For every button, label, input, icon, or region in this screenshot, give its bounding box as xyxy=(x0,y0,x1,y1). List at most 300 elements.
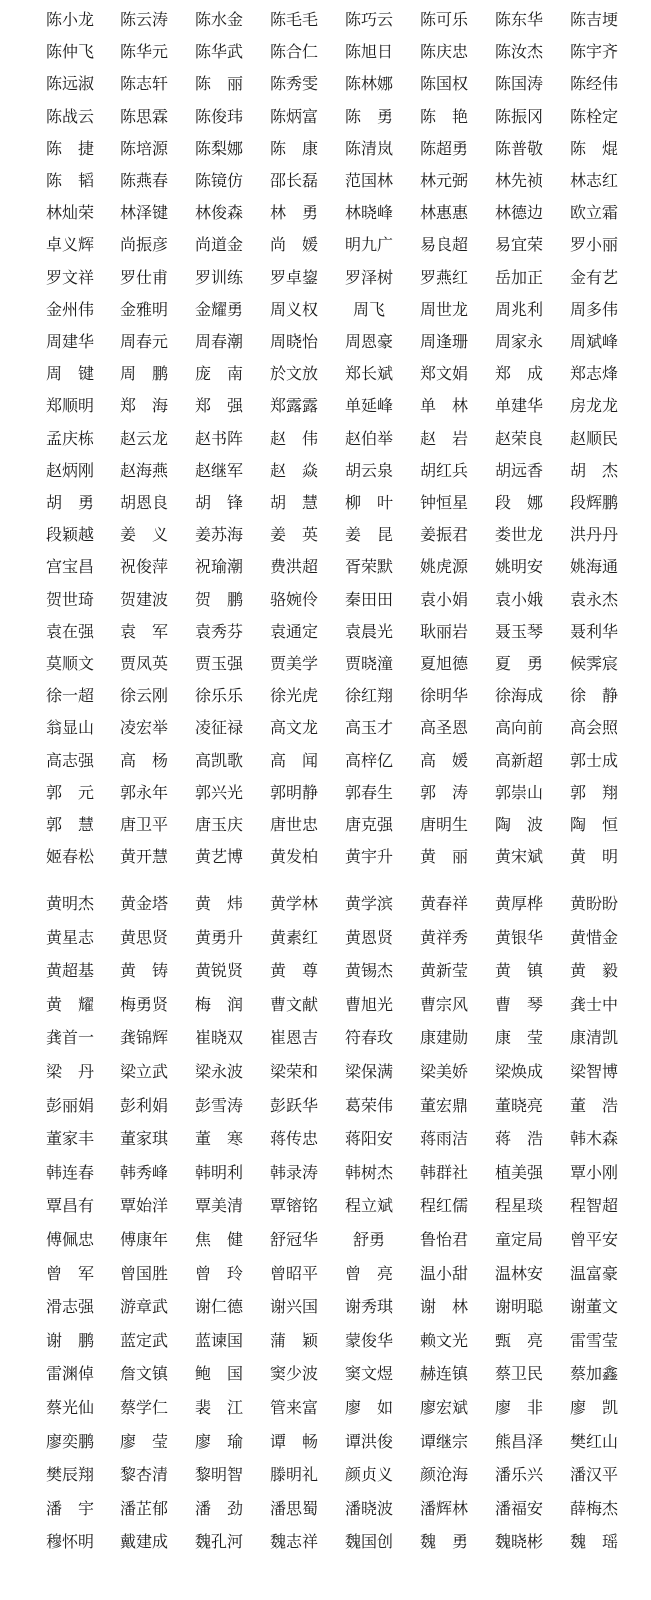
name-cell: 蒋传忠 xyxy=(269,1129,318,1149)
name-cell: 林元弼 xyxy=(419,171,468,190)
name-row xyxy=(0,712,651,744)
name-cell: 陈国涛 xyxy=(494,74,543,94)
name-cell: 黄锡杰 xyxy=(344,961,393,981)
name-cell: 黄厚桦 xyxy=(494,894,543,913)
name-cell: 黎明智 xyxy=(194,1465,243,1485)
name-cell: 黄 耀 xyxy=(45,994,94,1014)
name-cell: 宫宝昌 xyxy=(45,557,94,577)
name-cell: 魏晓彬 xyxy=(494,1532,543,1552)
name-cell: 姜 昆 xyxy=(344,525,393,545)
name-cell: 樊红山 xyxy=(569,1431,618,1451)
name-cell: 韩木森 xyxy=(569,1129,618,1149)
name-cell: 胡红兵 xyxy=(419,460,468,480)
name-cell: 姜振君 xyxy=(419,525,468,545)
name-cell: 赵海燕 xyxy=(119,460,168,480)
name-cell: 姜 英 xyxy=(269,525,318,545)
name-cell: 陈云涛 xyxy=(119,10,168,29)
name-row xyxy=(0,1157,651,1189)
name-cell: 龚首一 xyxy=(45,1028,94,1048)
name-cell: 徐光虎 xyxy=(269,686,318,706)
name-cell: 陈林娜 xyxy=(344,74,393,94)
name-cell: 陈 艳 xyxy=(419,106,468,126)
name-cell: 陈仲飞 xyxy=(45,42,94,62)
name-cell: 魏国创 xyxy=(344,1532,393,1552)
name-cell: 梁智博 xyxy=(569,1062,618,1081)
name-cell: 尚 媛 xyxy=(269,235,318,255)
name-cell: 周家永 xyxy=(494,332,543,351)
name-cell: 姚明安 xyxy=(494,557,543,577)
name-cell: 金雅明 xyxy=(119,299,168,319)
name-cell: 程红儒 xyxy=(419,1196,468,1216)
name-cell: 袁 军 xyxy=(119,621,168,641)
name-row xyxy=(0,1123,651,1155)
name-cell: 温富豪 xyxy=(569,1263,618,1283)
name-cell: 曹 琴 xyxy=(494,994,543,1014)
name-cell: 潘 宇 xyxy=(45,1498,94,1518)
name-cell: 罗泽树 xyxy=(344,267,393,287)
name-row xyxy=(0,1291,651,1323)
name-cell: 谢兴国 xyxy=(269,1297,318,1317)
name-cell: 周斌峰 xyxy=(569,332,618,351)
name-row xyxy=(0,1426,651,1458)
name-cell: 陈战云 xyxy=(45,106,94,126)
name-cell: 赵 岩 xyxy=(419,428,468,448)
name-cell: 赵伯举 xyxy=(344,428,393,448)
name-row xyxy=(0,101,651,133)
name-cell: 黄金塔 xyxy=(119,894,168,913)
name-cell: 甄 亮 xyxy=(494,1330,543,1350)
name-cell: 洪丹丹 xyxy=(569,525,618,545)
name-cell: 赵顺民 xyxy=(569,428,618,448)
name-cell: 胡云泉 xyxy=(344,460,393,480)
name-cell: 郭崇山 xyxy=(494,782,543,802)
name-cell: 唐克强 xyxy=(344,815,393,834)
name-row xyxy=(0,1224,651,1256)
name-cell: 赵炳刚 xyxy=(45,460,94,480)
name-cell: 夏 勇 xyxy=(494,654,543,673)
name-cell: 陈旭日 xyxy=(344,42,393,62)
name-cell: 胥荣默 xyxy=(344,557,393,577)
name-cell: 陶 波 xyxy=(494,815,543,834)
name-cell: 彭雪涛 xyxy=(194,1095,243,1115)
name-cell: 胡远香 xyxy=(494,460,543,480)
name-cell: 韩录涛 xyxy=(269,1162,318,1182)
name-cell: 黄 炜 xyxy=(194,894,243,913)
name-cell: 罗燕红 xyxy=(419,267,468,287)
name-row xyxy=(0,1022,651,1054)
name-cell: 高志强 xyxy=(45,750,94,770)
name-cell: 范国林 xyxy=(344,171,393,190)
name-cell: 陈东华 xyxy=(494,10,543,29)
name-cell: 康清凯 xyxy=(569,1028,618,1048)
name-cell: 黄发柏 xyxy=(269,847,318,867)
name-cell: 林德边 xyxy=(494,203,543,223)
name-row xyxy=(0,1190,651,1222)
name-cell: 罗训练 xyxy=(194,267,243,287)
name-cell: 颜贞义 xyxy=(344,1465,393,1485)
name-cell: 尚振彦 xyxy=(119,235,168,255)
name-cell: 周建华 xyxy=(45,332,94,351)
name-row xyxy=(0,841,651,873)
name-cell: 陈梨娜 xyxy=(194,138,243,158)
name-cell: 周春元 xyxy=(119,332,168,351)
name-cell: 陈秀雯 xyxy=(269,74,318,94)
name-cell: 曹文献 xyxy=(269,994,318,1014)
name-cell: 袁小娥 xyxy=(494,589,543,609)
name-row xyxy=(0,455,651,487)
name-row xyxy=(0,1358,651,1390)
name-cell: 谭继宗 xyxy=(419,1431,468,1451)
name-cell: 陶 恒 xyxy=(569,815,618,834)
name-cell: 陈 捷 xyxy=(45,138,94,158)
name-cell: 黄盼盼 xyxy=(569,894,618,913)
name-cell: 穆怀明 xyxy=(45,1532,94,1552)
name-cell: 陈合仁 xyxy=(269,42,318,62)
name-cell: 柳 叶 xyxy=(344,493,393,512)
name-cell: 滕明礼 xyxy=(269,1465,318,1485)
name-row xyxy=(0,4,651,36)
name-cell: 梅 润 xyxy=(194,994,243,1014)
name-cell: 易宜荣 xyxy=(494,235,543,255)
name-cell: 戴建成 xyxy=(119,1532,168,1552)
name-cell: 郑露露 xyxy=(269,396,318,416)
name-cell: 赵荣良 xyxy=(494,428,543,448)
name-cell: 潘辉林 xyxy=(419,1498,468,1518)
name-cell: 潘汉平 xyxy=(569,1465,618,1485)
name-cell: 陈 丽 xyxy=(194,74,243,94)
name-cell: 段颖越 xyxy=(45,525,94,545)
name-cell: 袁秀芬 xyxy=(194,621,243,641)
name-cell: 明九广 xyxy=(344,235,393,255)
name-cell: 陈小龙 xyxy=(45,10,94,29)
name-row xyxy=(0,809,651,841)
name-cell: 高文龙 xyxy=(269,718,318,738)
name-cell: 陈华武 xyxy=(194,42,243,62)
name-cell: 林惠惠 xyxy=(419,203,468,223)
name-cell: 崔晓双 xyxy=(194,1028,243,1048)
name-cell: 林晓峰 xyxy=(344,203,393,223)
name-cell: 高向前 xyxy=(494,718,543,738)
name-cell: 廖 如 xyxy=(344,1398,393,1417)
name-cell: 傅康年 xyxy=(119,1230,168,1249)
name-cell: 郭 元 xyxy=(45,782,94,802)
name-cell: 林俊森 xyxy=(194,203,243,223)
name-cell: 梁荣和 xyxy=(269,1062,318,1081)
name-row xyxy=(0,133,651,165)
name-cell: 陈镜仿 xyxy=(194,171,243,190)
name-cell: 唐明生 xyxy=(419,815,468,834)
name-cell: 龚士中 xyxy=(569,994,618,1014)
name-cell: 蓝定武 xyxy=(119,1330,168,1350)
name-cell: 夏旭德 xyxy=(419,654,468,673)
name-cell: 袁通定 xyxy=(269,621,318,641)
name-cell: 唐世忠 xyxy=(269,815,318,834)
name-cell: 蔡光仙 xyxy=(45,1398,94,1417)
name-cell: 植美强 xyxy=(494,1162,543,1182)
name-cell: 姚虎源 xyxy=(419,557,468,577)
name-cell: 蒋 浩 xyxy=(494,1129,543,1149)
name-cell: 黄银华 xyxy=(494,927,543,947)
name-cell: 魏孔河 xyxy=(194,1532,243,1552)
name-cell: 鲍 国 xyxy=(194,1364,243,1384)
name-cell: 彭利娟 xyxy=(119,1095,168,1115)
name-cell: 董家琪 xyxy=(119,1129,168,1149)
name-cell: 赵 伟 xyxy=(269,428,318,448)
name-cell: 彭跃华 xyxy=(269,1095,318,1115)
name-row xyxy=(0,680,651,712)
name-cell: 姚海通 xyxy=(569,557,618,577)
name-cell: 黄惜金 xyxy=(569,927,618,947)
name-cell: 莫顺文 xyxy=(45,654,94,673)
name-cell: 陈可乐 xyxy=(419,10,468,29)
name-row xyxy=(0,551,651,583)
name-cell: 黄 镇 xyxy=(494,961,543,981)
name-cell: 徐红翔 xyxy=(344,686,393,706)
name-cell: 窦文煜 xyxy=(344,1364,393,1384)
name-cell: 金州伟 xyxy=(45,299,94,319)
name-cell: 易良超 xyxy=(419,235,468,255)
name-row xyxy=(0,68,651,100)
name-cell: 陈水金 xyxy=(194,10,243,29)
name-cell: 黄宋斌 xyxy=(494,847,543,867)
name-cell: 郑文娟 xyxy=(419,364,468,384)
name-cell: 赵 焱 xyxy=(269,460,318,480)
name-cell: 谢 鹏 xyxy=(45,1330,94,1350)
name-cell: 秦田田 xyxy=(344,589,393,609)
name-row xyxy=(0,390,651,422)
name-cell: 唐卫平 xyxy=(119,815,168,834)
name-cell: 徐一超 xyxy=(45,686,94,706)
name-cell: 魏志祥 xyxy=(269,1532,318,1552)
name-cell: 潘 劲 xyxy=(194,1498,243,1518)
name-cell: 蒲 颖 xyxy=(269,1330,318,1350)
name-row xyxy=(0,358,651,390)
name-cell: 周飞 xyxy=(352,299,385,319)
name-cell: 高玉才 xyxy=(344,718,393,738)
name-cell: 胡恩良 xyxy=(119,493,168,512)
name-cell: 梁保满 xyxy=(344,1062,393,1081)
name-cell: 程立斌 xyxy=(344,1196,393,1216)
name-cell: 周 鹏 xyxy=(119,364,168,384)
name-cell: 郭永年 xyxy=(119,782,168,802)
name-cell: 董宏鼎 xyxy=(419,1095,468,1115)
name-cell: 袁永杰 xyxy=(569,589,618,609)
name-cell: 欧立霜 xyxy=(569,203,618,223)
name-cell: 林灿荣 xyxy=(45,203,94,223)
name-cell: 贺 鹏 xyxy=(194,589,243,609)
name-cell: 管来富 xyxy=(269,1398,318,1417)
name-cell: 黄学滨 xyxy=(344,894,393,913)
name-row xyxy=(0,1392,651,1424)
name-cell: 裴 江 xyxy=(194,1398,243,1417)
name-row xyxy=(0,888,651,920)
name-cell: 黄超基 xyxy=(45,961,94,981)
name-cell: 陈志轩 xyxy=(119,74,168,94)
name-cell: 陈培源 xyxy=(119,138,168,158)
name-cell: 曾平安 xyxy=(569,1230,618,1249)
name-row xyxy=(0,1459,651,1491)
name-cell: 谭洪俊 xyxy=(344,1431,393,1451)
name-cell: 樊辰翔 xyxy=(45,1465,94,1485)
name-cell: 徐明华 xyxy=(419,686,468,706)
name-cell: 房龙龙 xyxy=(569,396,618,416)
name-cell: 曹宗风 xyxy=(419,994,468,1014)
name-row xyxy=(0,777,651,809)
name-cell: 陈国权 xyxy=(419,74,468,94)
name-row xyxy=(0,648,651,680)
name-cell: 林志红 xyxy=(569,171,618,190)
name-cell: 罗卓鋆 xyxy=(269,267,318,287)
name-cell: 林先祯 xyxy=(494,171,543,190)
name-cell: 韩群社 xyxy=(419,1162,468,1182)
name-cell: 舒冠华 xyxy=(269,1230,318,1249)
name-cell: 谢明聪 xyxy=(494,1297,543,1317)
name-cell: 蔡加鑫 xyxy=(569,1364,618,1384)
name-cell: 蒋雨洁 xyxy=(419,1129,468,1149)
name-cell: 胡 锋 xyxy=(194,493,243,512)
name-cell: 高凯歌 xyxy=(194,750,243,770)
name-cell: 董 浩 xyxy=(569,1095,618,1115)
name-cell: 周多伟 xyxy=(569,299,618,319)
name-cell: 高 闻 xyxy=(269,750,318,770)
name-cell: 谢 林 xyxy=(419,1297,468,1317)
name-cell: 覃始洋 xyxy=(119,1196,168,1216)
name-cell: 陈普敬 xyxy=(494,138,543,158)
name-cell: 周世龙 xyxy=(419,299,468,319)
name-row xyxy=(0,1325,651,1357)
name-cell: 周义权 xyxy=(269,299,318,319)
name-cell: 曾国胜 xyxy=(119,1263,168,1283)
name-cell: 覃美清 xyxy=(194,1196,243,1216)
name-cell: 魏 勇 xyxy=(419,1532,468,1552)
name-cell: 葛荣伟 xyxy=(344,1095,393,1115)
name-cell: 康建勋 xyxy=(419,1028,468,1048)
name-cell: 龚锦辉 xyxy=(119,1028,168,1048)
name-cell: 薛梅杰 xyxy=(569,1498,618,1518)
name-cell: 赫连镇 xyxy=(419,1364,468,1384)
name-cell: 董家丰 xyxy=(45,1129,94,1149)
name-cell: 陈清岚 xyxy=(344,138,393,158)
name-cell: 罗仕甫 xyxy=(119,267,168,287)
name-cell: 郭兴光 xyxy=(194,782,243,802)
name-row xyxy=(0,519,651,551)
name-cell: 韩连春 xyxy=(45,1162,94,1182)
name-row xyxy=(0,1090,651,1122)
name-cell: 聂玉琴 xyxy=(494,621,543,641)
name-cell: 程智超 xyxy=(569,1196,618,1216)
name-cell: 韩树杰 xyxy=(344,1162,393,1182)
name-cell: 曾昭平 xyxy=(269,1263,318,1283)
name-cell: 徐云刚 xyxy=(119,686,168,706)
name-cell: 陈巧云 xyxy=(344,10,393,29)
name-cell: 徐海成 xyxy=(494,686,543,706)
name-cell: 金有艺 xyxy=(569,267,618,287)
name-cell: 徐乐乐 xyxy=(194,686,243,706)
name-cell: 郭明静 xyxy=(269,782,318,802)
name-cell: 陈栓定 xyxy=(569,106,618,126)
name-cell: 谢仁德 xyxy=(194,1297,243,1317)
name-cell: 廖奕鹏 xyxy=(45,1431,94,1451)
name-cell: 陈 勇 xyxy=(344,106,393,126)
name-cell: 翁显山 xyxy=(45,718,94,738)
name-cell: 高新超 xyxy=(494,750,543,770)
name-cell: 罗小丽 xyxy=(569,235,618,255)
name-cell: 单 林 xyxy=(419,396,468,416)
name-cell: 韩明利 xyxy=(194,1162,243,1182)
name-cell: 廖宏斌 xyxy=(419,1398,468,1417)
name-cell: 邵长磊 xyxy=(269,171,318,190)
name-cell: 贺建波 xyxy=(119,589,168,609)
name-cell: 梅勇贤 xyxy=(119,994,168,1014)
name-cell: 郭春生 xyxy=(344,782,393,802)
name-cell: 彭丽娟 xyxy=(45,1095,94,1115)
name-cell: 黄艺博 xyxy=(194,847,243,867)
name-cell: 黄 丽 xyxy=(419,847,468,867)
name-cell: 孟庆栋 xyxy=(45,428,94,448)
name-cell: 於文放 xyxy=(269,364,318,384)
name-cell: 高会照 xyxy=(569,718,618,738)
name-cell: 覃昌有 xyxy=(45,1196,94,1216)
name-cell: 童定局 xyxy=(494,1230,543,1249)
name-cell: 廖 非 xyxy=(494,1398,543,1417)
name-cell: 郑顺明 xyxy=(45,396,94,416)
name-cell: 梁永波 xyxy=(194,1062,243,1081)
name-cell: 陈经伟 xyxy=(569,74,618,94)
name-cell: 林泽键 xyxy=(119,203,168,223)
name-row xyxy=(0,955,651,987)
name-cell: 周恩豪 xyxy=(344,332,393,351)
name-cell: 赵书阵 xyxy=(194,428,243,448)
name-cell: 赵继军 xyxy=(194,460,243,480)
name-cell: 骆婉伶 xyxy=(269,589,318,609)
name-cell: 贾美学 xyxy=(269,654,318,673)
name-cell: 段辉鹏 xyxy=(569,493,618,512)
name-cell: 娄世龙 xyxy=(494,525,543,545)
name-cell: 黄锐贤 xyxy=(194,961,243,981)
name-cell: 祝俊萍 xyxy=(119,557,168,577)
name-cell: 黄新莹 xyxy=(419,961,468,981)
name-cell: 陈 焜 xyxy=(569,138,618,158)
name-cell: 滑志强 xyxy=(45,1297,94,1317)
name-cell: 陈 韬 xyxy=(45,171,94,190)
name-cell: 罗文祥 xyxy=(45,267,94,287)
name-cell: 贾玉强 xyxy=(194,654,243,673)
name-cell: 蒋阳安 xyxy=(344,1129,393,1149)
name-cell: 陈炳富 xyxy=(269,106,318,126)
name-cell: 黄勇升 xyxy=(194,927,243,947)
name-cell: 程星琰 xyxy=(494,1196,543,1216)
name-cell: 黄开慧 xyxy=(119,847,168,867)
name-cell: 高圣恩 xyxy=(419,718,468,738)
name-row xyxy=(0,326,651,358)
name-cell: 梁焕成 xyxy=(494,1062,543,1081)
name-cell: 贾凤英 xyxy=(119,654,168,673)
name-cell: 蒙俊华 xyxy=(344,1330,393,1350)
name-row xyxy=(0,1526,651,1558)
name-cell: 贺世琦 xyxy=(45,589,94,609)
name-cell: 陈华元 xyxy=(119,42,168,62)
name-cell: 熊昌泽 xyxy=(494,1431,543,1451)
name-cell: 聂利华 xyxy=(569,621,618,641)
name-cell: 潘乐兴 xyxy=(494,1465,543,1485)
name-cell: 陈汝杰 xyxy=(494,42,543,62)
name-cell: 雷雪莹 xyxy=(569,1330,618,1350)
name-cell: 周春潮 xyxy=(194,332,243,351)
name-cell: 黄 毅 xyxy=(569,961,618,981)
name-row xyxy=(0,197,651,229)
name-cell: 单延峰 xyxy=(344,396,393,416)
name-cell: 姜 义 xyxy=(119,525,168,545)
